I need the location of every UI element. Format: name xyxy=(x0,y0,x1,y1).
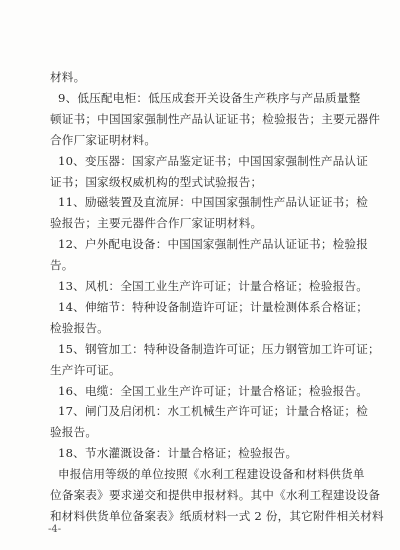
text-line: 17、闸门及启闭机：水工机械生产许可证；计量合格证；检 xyxy=(58,404,368,418)
text-line: 验报告；主要元器件合作厂家证明材料。 xyxy=(50,216,263,230)
text-line: 16、电缆：全国工业生产许可证；计量合格证；检验报告。 xyxy=(58,384,368,398)
text-line: 验报告。 xyxy=(50,425,98,439)
text-line: 18、节水灌溉设备：计量合格证；检验报告。 xyxy=(58,446,298,460)
text-line: 和材料供货单位备案表》纸质材料一式 2 份，其它附件相关材料 xyxy=(50,509,384,523)
text-line: 13、风机：全国工业生产许可证；计量合格证；检验报告。 xyxy=(58,279,368,293)
text-line: 15、钢管加工：特种设备制造许可证；压力钢管加工许可证； xyxy=(58,342,380,356)
text-line: 10、变压器：国家产品鉴定证书；中国国家强制性产品认证 xyxy=(58,154,368,168)
text-line: 证书；国家级权威机构的型式试验报告； xyxy=(50,175,263,189)
text-line: 11、励磁装置及直流屏：中国国家强制性产品认证证书；检 xyxy=(58,195,368,209)
text-line: 生产许可证。 xyxy=(50,363,121,377)
text-line: 顿证书；中国国家强制性产品认证证书；检验报告；主要元器件 xyxy=(50,112,381,126)
text-line: 告。 xyxy=(50,258,74,272)
text-line: 位备案表》要求递交和提供申报材料。其中《水利工程建设设备 xyxy=(50,488,381,502)
text-line: 合作厂家证明材料。 xyxy=(50,133,157,147)
text-line: 申报信用等级的单位按照《水利工程建设设备和材料供货单 xyxy=(58,467,365,481)
text-line: 12、户外配电设备：中国国家强制性产品认证证书；检验报 xyxy=(58,237,368,251)
page-number: -4- xyxy=(48,524,62,535)
text-line: 9、低压配电柜：低压成套开关设备生产秩序与产品质量整 xyxy=(58,91,361,105)
text-line: 检验报告。 xyxy=(50,321,109,335)
text-line: 14、伸缩节：特种设备制造许可证；计量检测体系合格证； xyxy=(58,300,368,314)
text-line: 材料。 xyxy=(50,70,86,84)
